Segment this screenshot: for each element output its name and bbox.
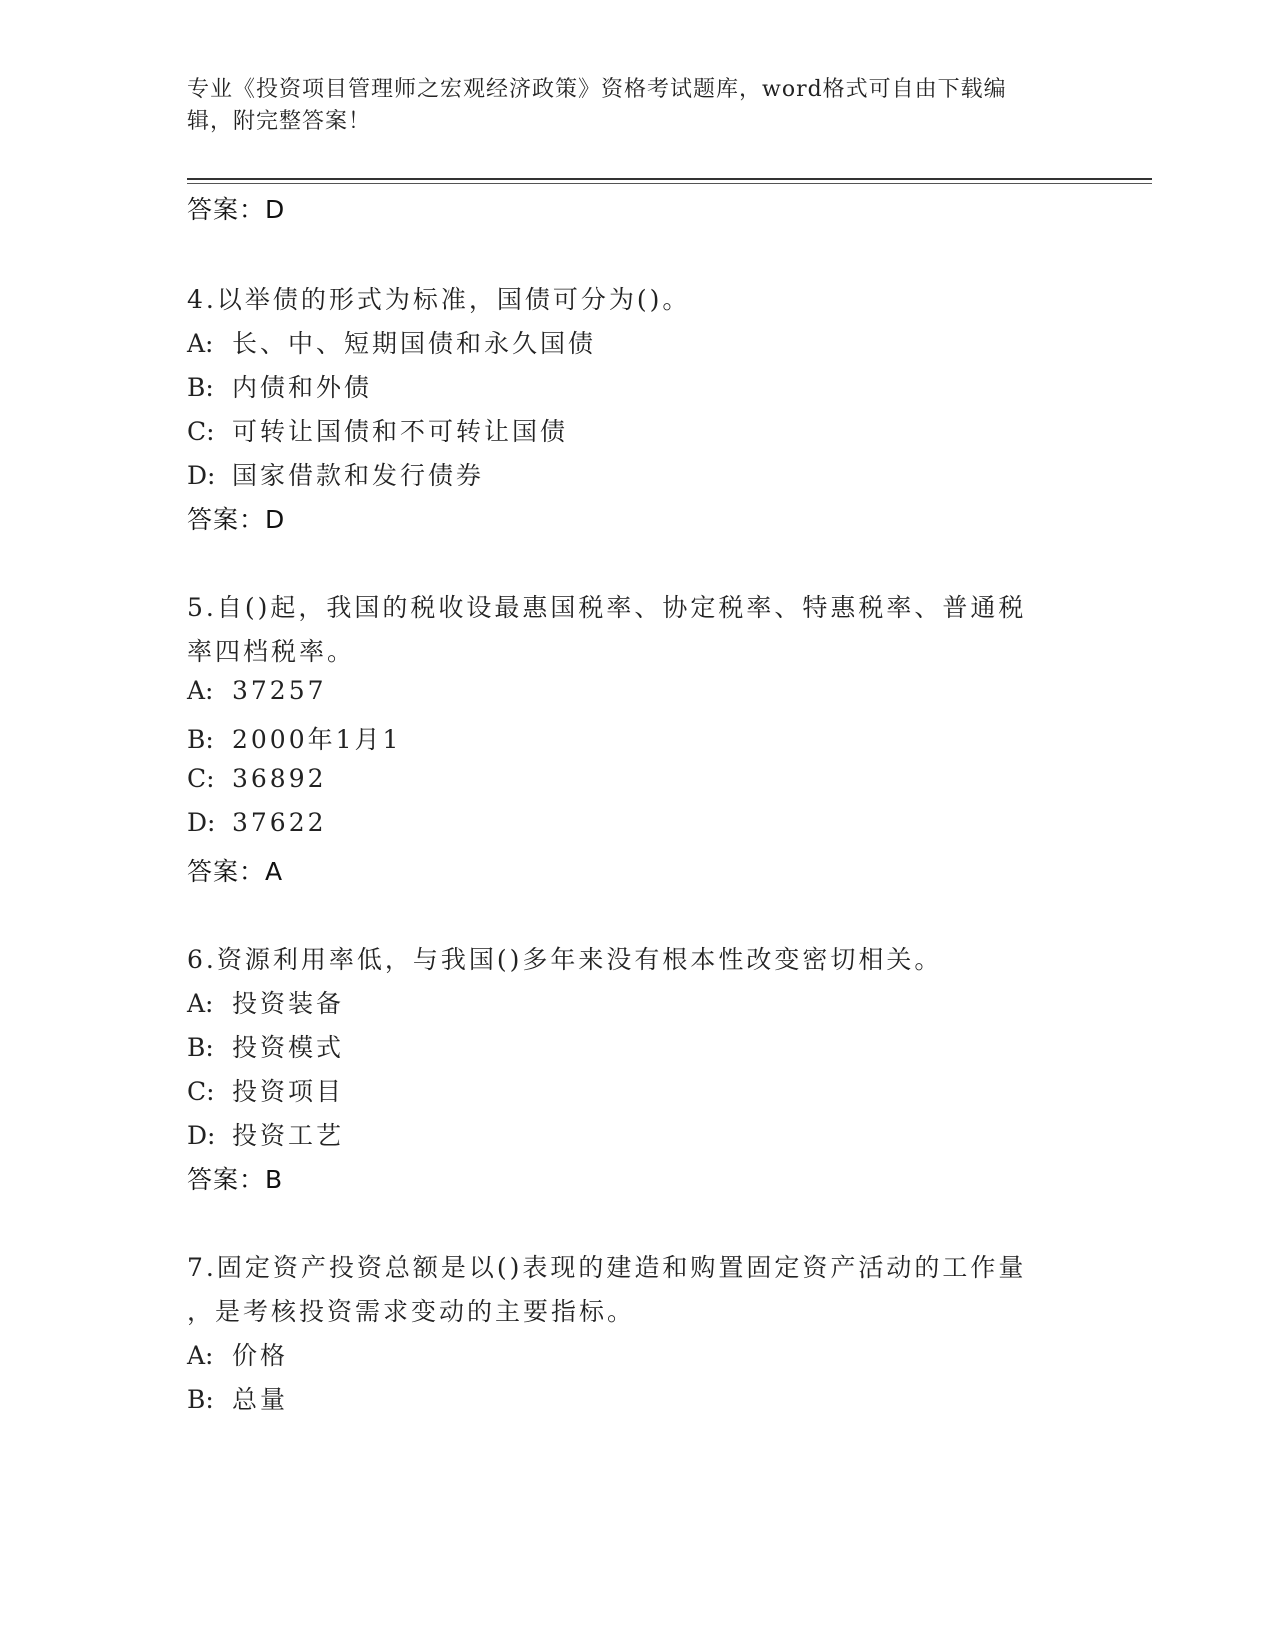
question-text-cont: 率四档税率。 xyxy=(187,637,356,666)
option-text: 内债和外债 xyxy=(232,373,373,402)
option-label: C: xyxy=(187,1077,215,1106)
option-label: D: xyxy=(187,461,216,490)
option-a xyxy=(187,1336,288,1372)
option-label: A: xyxy=(187,1341,214,1370)
option-text: 投资项目 xyxy=(232,1077,345,1106)
option-b xyxy=(187,1380,288,1416)
option-text: 37622 xyxy=(232,808,327,837)
option-label: B: xyxy=(187,725,214,754)
header-divider-thin xyxy=(187,183,1152,184)
option-text: 长、中、短期国债和永久国债 xyxy=(232,329,597,358)
question-text-cont: ，是考核投资需求变动的主要指标。 xyxy=(187,1297,636,1326)
option-c xyxy=(187,1072,344,1108)
option-label: A: xyxy=(187,329,214,358)
option-b xyxy=(187,720,401,756)
header-line-1: 专业《投资项目管理师之宏观经济政策》资格考试题库，word格式可自由下载编 xyxy=(187,77,1007,102)
option-text: 投资工艺 xyxy=(232,1121,345,1150)
option-text: 价格 xyxy=(232,1341,289,1370)
option-text: 可转让国债和不可转让国债 xyxy=(232,417,569,446)
option-c xyxy=(187,412,568,448)
question-text: 4.以举债的形式为标准，国债可分为()。 xyxy=(187,285,691,314)
question-text: 5.自()起，我国的税收设最惠国税率、协定税率、特惠税率、普通税 xyxy=(187,593,1027,622)
option-a xyxy=(187,984,344,1020)
option-b xyxy=(187,1028,344,1064)
option-label: D: xyxy=(187,1121,216,1150)
header-text xyxy=(187,74,1067,138)
option-label: B: xyxy=(187,373,214,402)
option-label: C: xyxy=(187,417,215,446)
option-label: A: xyxy=(187,989,214,1018)
option-d xyxy=(187,808,327,837)
answer-line: 答案：A xyxy=(187,857,284,886)
option-text: 37257 xyxy=(232,676,327,705)
option-text: 总量 xyxy=(232,1385,289,1414)
option-a xyxy=(187,676,327,705)
option-label: A: xyxy=(187,676,214,705)
option-text: 36892 xyxy=(232,764,327,793)
prev-answer: 答案：D xyxy=(187,195,286,224)
option-text: 投资装备 xyxy=(232,989,345,1018)
option-text: 投资模式 xyxy=(232,1033,345,1062)
option-c xyxy=(187,764,327,793)
option-label: B: xyxy=(187,1385,214,1414)
question-text: 6.资源利用率低，与我国()多年来没有根本性改变密切相关。 xyxy=(187,945,943,974)
option-text: 国家借款和发行债券 xyxy=(232,461,485,490)
option-d xyxy=(187,1116,344,1152)
answer-line: 答案：B xyxy=(187,1165,284,1194)
answer-line: 答案：D xyxy=(187,505,286,534)
option-label: B: xyxy=(187,1033,214,1062)
option-text: 2000年1月1 xyxy=(232,725,402,754)
header-divider-thick xyxy=(187,178,1152,180)
option-d xyxy=(187,456,484,492)
option-label: C: xyxy=(187,764,215,793)
option-a xyxy=(187,324,596,360)
option-label: D: xyxy=(187,808,216,837)
header-line-2: 辑，附完整答案！ xyxy=(187,109,372,134)
question-text: 7.固定资产投资总额是以()表现的建造和购置固定资产活动的工作量 xyxy=(187,1253,1027,1282)
option-b xyxy=(187,368,372,404)
